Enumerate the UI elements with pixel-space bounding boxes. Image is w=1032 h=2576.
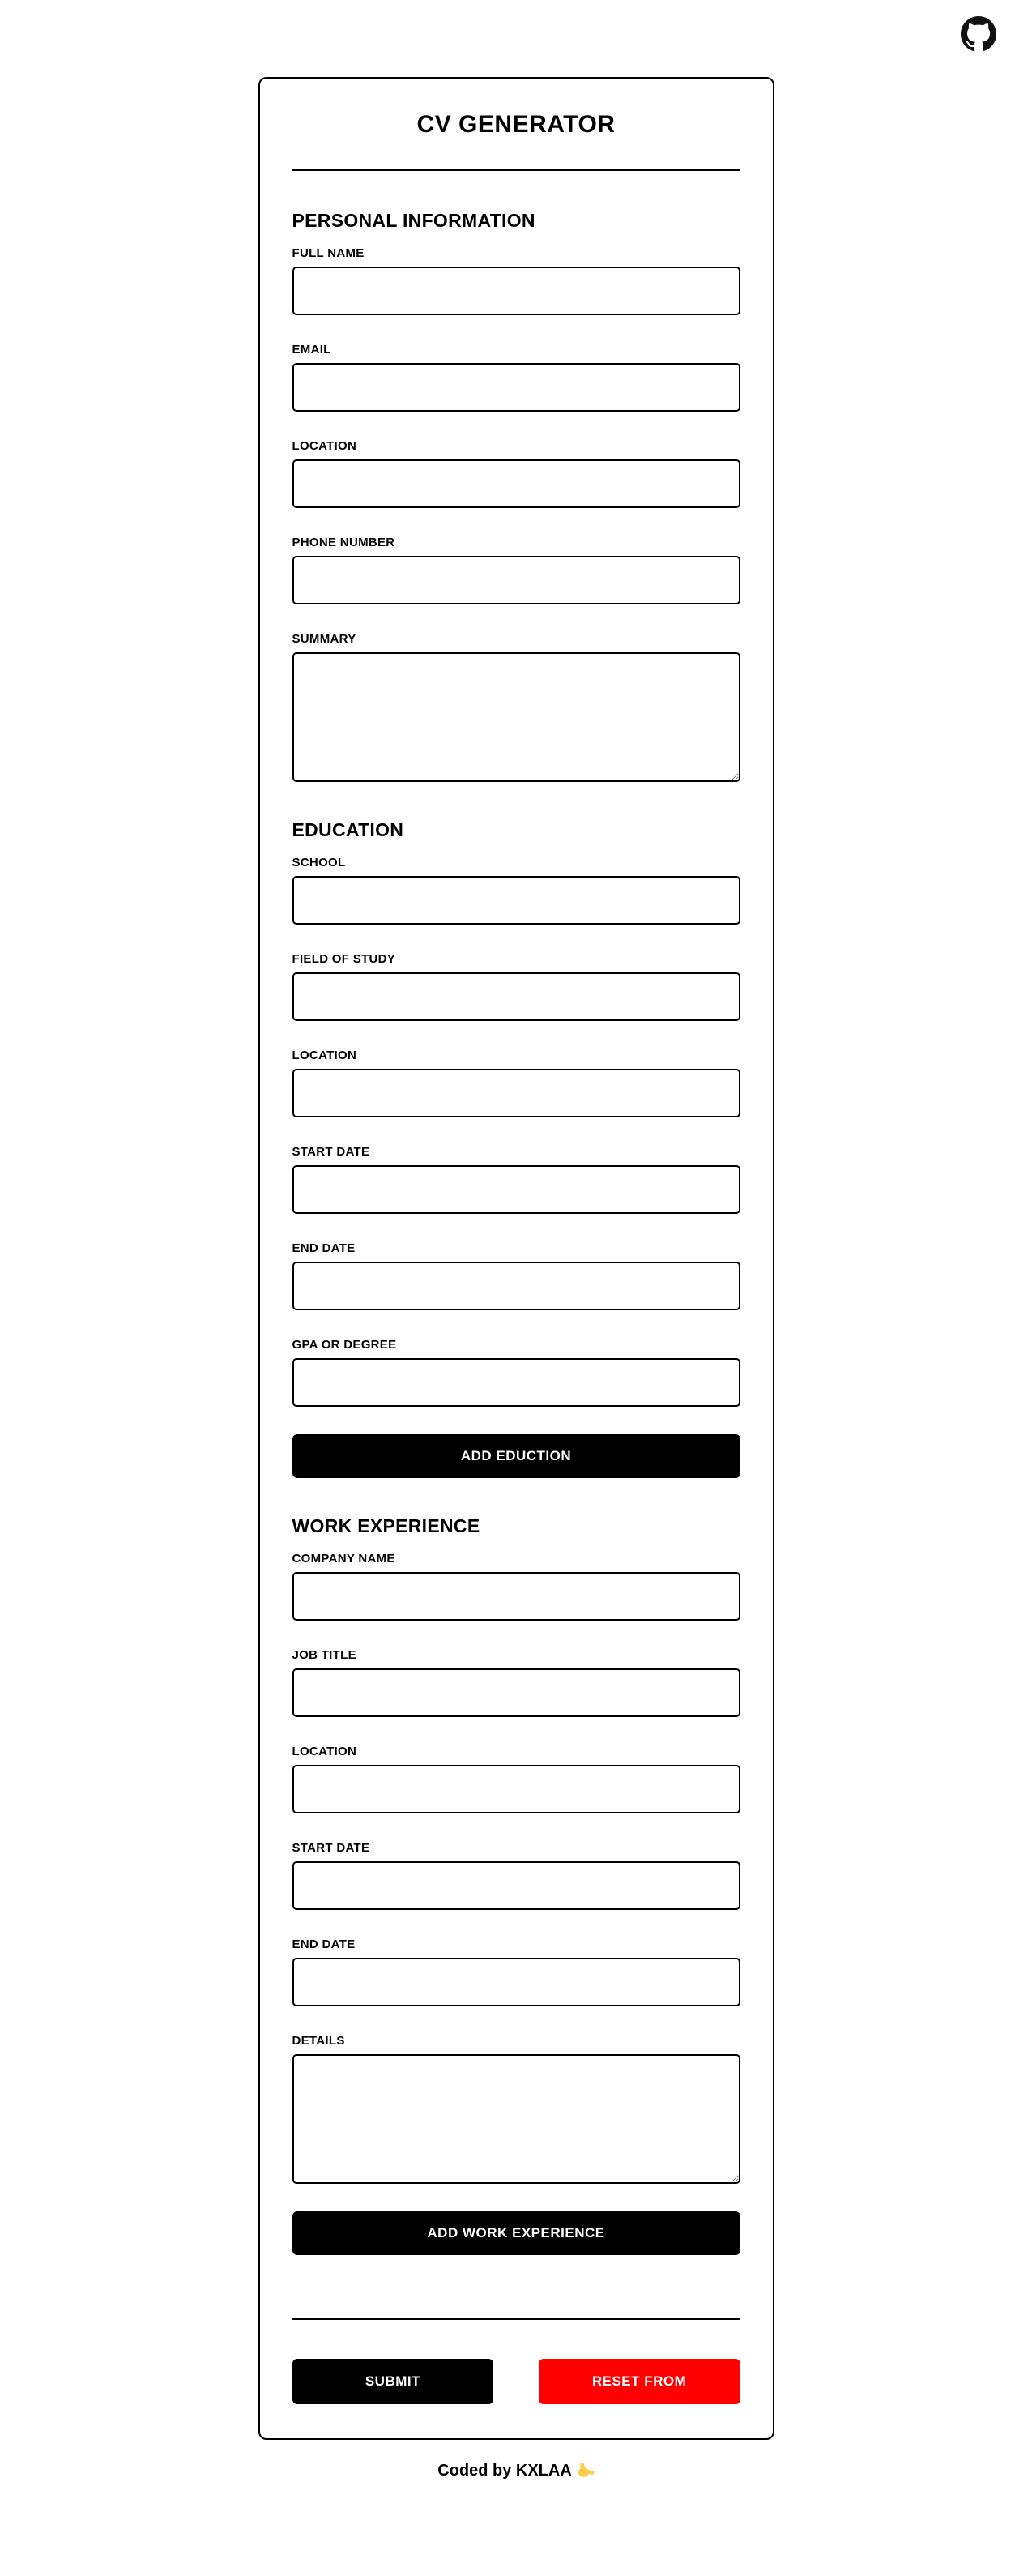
work-location-input[interactable] <box>292 1765 740 1813</box>
details-textarea[interactable] <box>292 2054 740 2184</box>
field-education-start-date <box>292 1145 740 1214</box>
section-heading-work-experience: WORK EXPERIENCE <box>292 1515 480 1536</box>
field-email <box>292 343 740 412</box>
field-education-location <box>292 1049 740 1117</box>
call-me-hand-emoji <box>577 2461 595 2484</box>
gpa-or-degree-label: GPA OR DEGREE <box>292 1338 397 1352</box>
field-education-end-date <box>292 1241 740 1310</box>
field-phone-number <box>292 536 740 604</box>
page-title: CV GENERATOR <box>416 111 616 138</box>
work-location-label: LOCATION <box>292 1745 357 1758</box>
github-logo-icon <box>961 16 996 52</box>
email-input[interactable] <box>292 363 740 412</box>
add-education-button[interactable]: ADD EDUCTION <box>292 1434 740 1478</box>
education-end-date-input[interactable] <box>292 1262 740 1310</box>
school-label: SCHOOL <box>292 856 346 869</box>
submit-button[interactable]: SUBMIT <box>292 2359 494 2404</box>
education-start-date-label: START DATE <box>292 1145 370 1159</box>
field-work-location <box>292 1745 740 1813</box>
full-name-input[interactable] <box>292 267 740 315</box>
field-job-title <box>292 1648 740 1717</box>
email-label: EMAIL <box>292 343 331 357</box>
personal-location-input[interactable] <box>292 459 740 508</box>
divider-bottom <box>292 2318 740 2320</box>
education-start-date-input[interactable] <box>292 1165 740 1214</box>
field-field-of-study <box>292 952 740 1021</box>
field-summary <box>292 632 740 782</box>
phone-number-label: PHONE NUMBER <box>292 536 395 549</box>
details-label: DETAILS <box>292 2034 345 2048</box>
form-actions <box>292 2359 740 2404</box>
field-personal-location <box>292 439 740 508</box>
field-of-study-input[interactable] <box>292 972 740 1021</box>
work-end-date-input[interactable] <box>292 1958 740 2006</box>
work-start-date-input[interactable] <box>292 1861 740 1910</box>
school-input[interactable] <box>292 876 740 925</box>
personal-location-label: LOCATION <box>292 439 357 453</box>
phone-number-input[interactable] <box>292 556 740 604</box>
summary-label: SUMMARY <box>292 632 356 646</box>
footer-credit-text: Coded by KXLAA <box>437 2462 572 2480</box>
reset-form-button[interactable]: RESET FROM <box>539 2359 740 2404</box>
field-work-start-date <box>292 1841 740 1910</box>
job-title-input[interactable] <box>292 1668 740 1717</box>
footer-credit <box>0 2461 1032 2484</box>
company-name-label: COMPANY NAME <box>292 1552 395 1566</box>
field-full-name <box>292 246 740 315</box>
section-heading-education: EDUCATION <box>292 819 404 840</box>
github-link[interactable] <box>961 16 996 52</box>
field-of-study-label: FIELD OF STUDY <box>292 952 396 966</box>
add-work-experience-button[interactable]: ADD WORK EXPERIENCE <box>292 2211 740 2255</box>
field-company-name <box>292 1552 740 1621</box>
company-name-input[interactable] <box>292 1572 740 1621</box>
section-heading-personal-information: PERSONAL INFORMATION <box>292 210 535 231</box>
education-location-input[interactable] <box>292 1069 740 1117</box>
full-name-label: FULL NAME <box>292 246 365 260</box>
field-gpa-or-degree <box>292 1338 740 1407</box>
divider-top <box>292 169 740 171</box>
education-end-date-label: END DATE <box>292 1241 356 1255</box>
education-location-label: LOCATION <box>292 1049 357 1062</box>
field-school <box>292 856 740 925</box>
gpa-or-degree-input[interactable] <box>292 1358 740 1407</box>
job-title-label: JOB TITLE <box>292 1648 356 1662</box>
summary-textarea[interactable] <box>292 652 740 782</box>
field-work-end-date <box>292 1937 740 2006</box>
field-details <box>292 2034 740 2184</box>
work-start-date-label: START DATE <box>292 1841 370 1855</box>
work-end-date-label: END DATE <box>292 1937 356 1951</box>
cv-generator-form <box>258 77 774 2440</box>
